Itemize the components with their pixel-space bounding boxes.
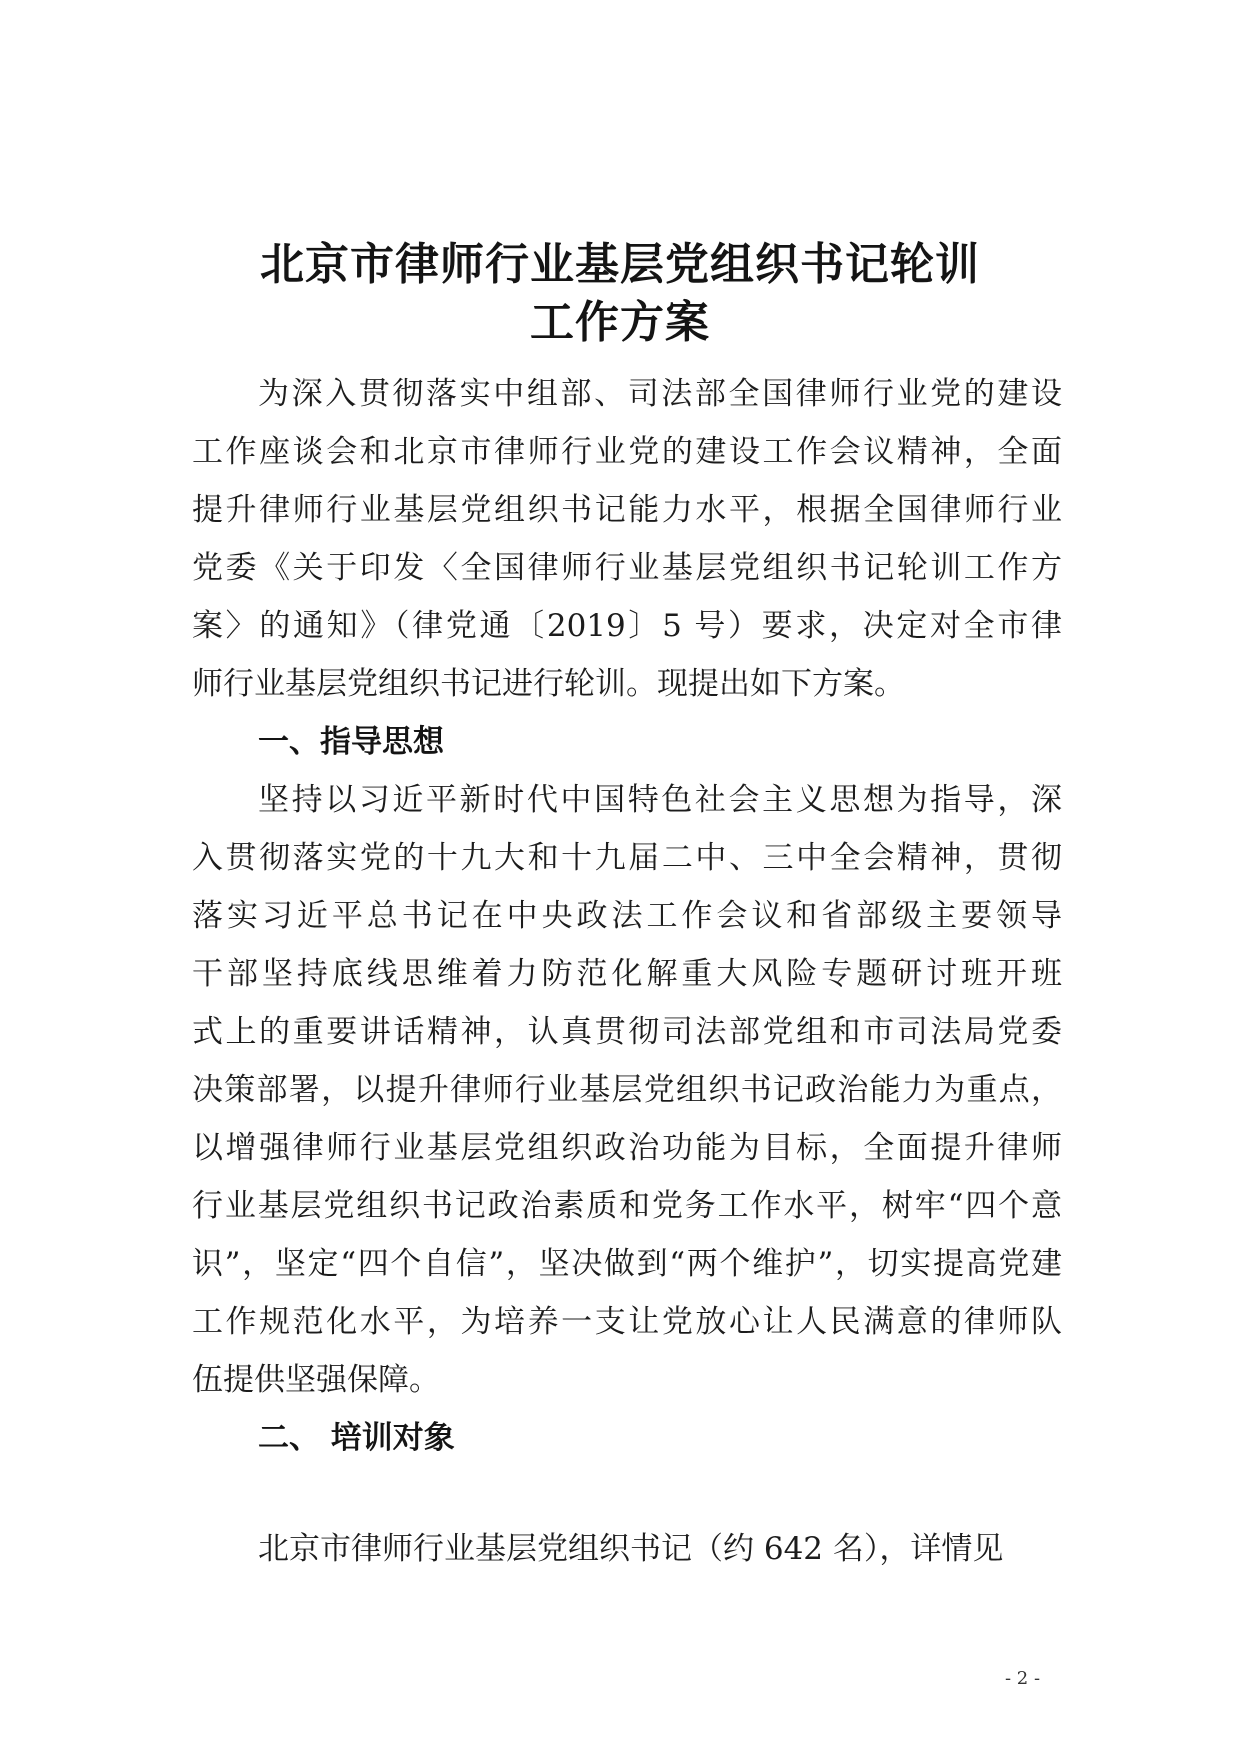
page-number: - 2 - — [1005, 1668, 1041, 1689]
section-2-line-1: 北京市律师行业基层党组织书记（约 642 名），详情见 — [258, 1531, 1004, 1567]
section-1-heading: 一、指导思想 — [258, 724, 444, 760]
document-title-line-2: 工作方案 — [530, 297, 710, 348]
intro-line-4: 党委《关于印发〈全国律师行业基层党组织书记轮训工作方 — [192, 550, 1062, 586]
section-2-heading: 二、 培训对象 — [258, 1420, 455, 1456]
section-1-line-10: 工作规范化水平，为培养一支让党放心让人民满意的律师队 — [192, 1304, 1062, 1340]
section-1-line-2: 入贯彻落实党的十九大和十九届二中、三中全会精神，贯彻 — [192, 840, 1062, 876]
intro-line-1: 为深入贯彻落实中组部、司法部全国律师行业党的建设 — [258, 376, 1062, 412]
section-1-line-6: 决策部署，以提升律师行业基层党组织书记政治能力为重点， — [192, 1072, 1062, 1108]
intro-line-2: 工作座谈会和北京市律师行业党的建设工作会议精神，全面 — [192, 434, 1062, 470]
intro-line-3: 提升律师行业基层党组织书记能力水平，根据全国律师行业 — [192, 492, 1062, 528]
section-1-line-11: 伍提供坚强保障。 — [192, 1362, 440, 1398]
document-title-line-1: 北京市律师行业基层党组织书记轮训 — [260, 239, 980, 290]
intro-line-6: 师行业基层党组织书记进行轮训。现提出如下方案。 — [192, 666, 905, 702]
section-1-line-7: 以增强律师行业基层党组织政治功能为目标，全面提升律师 — [192, 1130, 1062, 1166]
intro-line-5: 案〉的通知》（律党通〔2019〕5 号）要求，决定对全市律 — [192, 608, 1062, 644]
section-1-line-5: 式上的重要讲话精神，认真贯彻司法部党组和市司法局党委 — [192, 1014, 1062, 1050]
section-1-line-1: 坚持以习近平新时代中国特色社会主义思想为指导，深 — [258, 782, 1062, 818]
section-1-line-9: 识”，坚定“四个自信”，坚决做到“两个维护”，切实提高党建 — [192, 1246, 1062, 1282]
section-1-line-4: 干部坚持底线思维着力防范化解重大风险专题研讨班开班 — [192, 956, 1062, 992]
section-1-line-8: 行业基层党组织书记政治素质和党务工作水平，树牢“四个意 — [192, 1188, 1062, 1224]
section-1-line-3: 落实习近平总书记在中央政法工作会议和省部级主要领导 — [192, 898, 1062, 934]
